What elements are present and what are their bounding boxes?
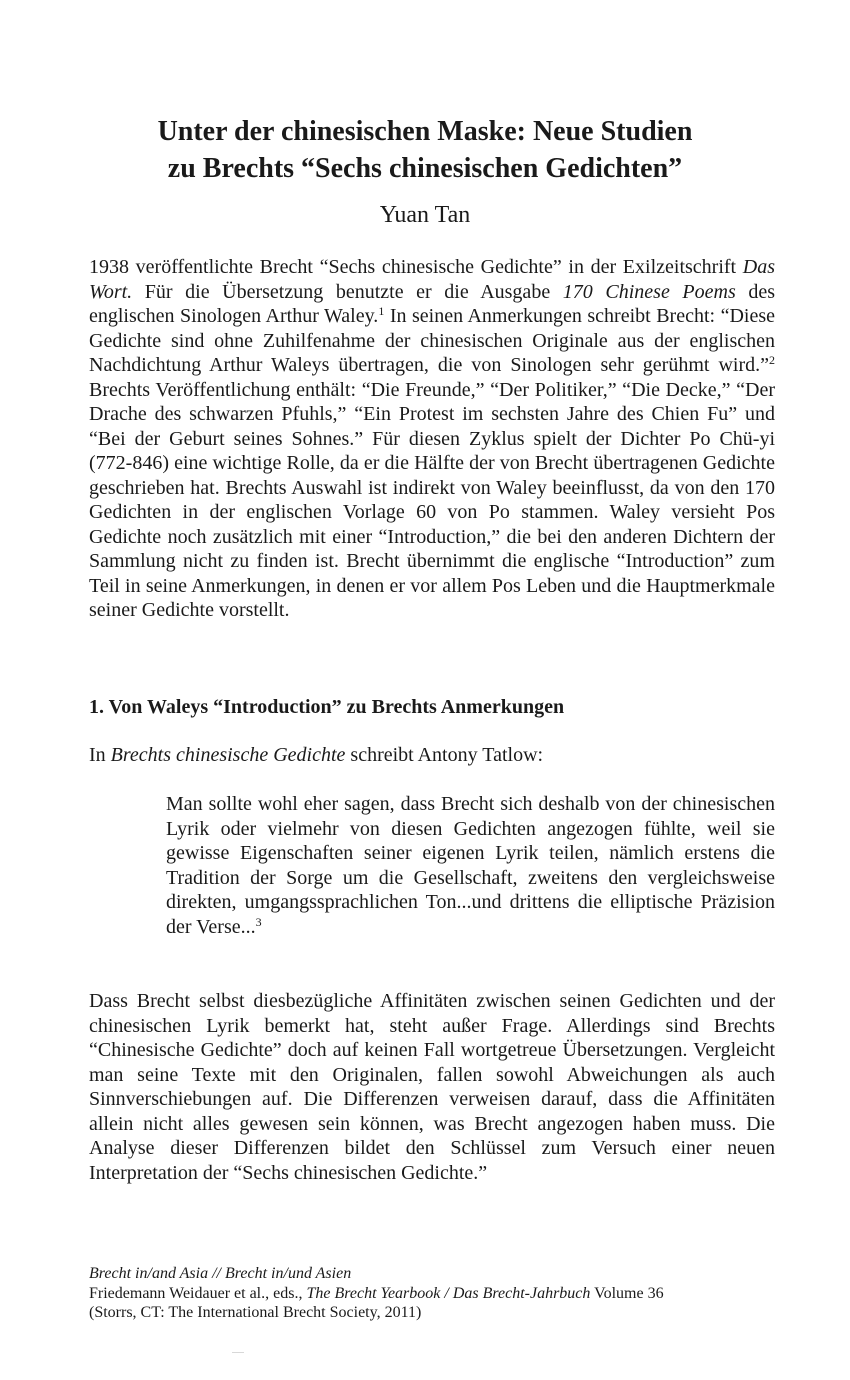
book-title: 170 Chinese Poems xyxy=(562,280,736,303)
citation-line-1 xyxy=(89,1264,779,1284)
paragraph-quote-intro xyxy=(89,743,775,768)
paragraph-intro-text-5: Brechts Veröffentlichung enthält: “Die Freunde,” “Der Politiker,” “Die Decke,” “Der Drache des schwarzen Pfuhls,” “Ein Protest im sechsten Jahre des Chien Fu” und “Bei der Geburt seines Sohnes.” Für diesen Zyklus spielt der Dichter Po Chü-yi (772-846) eine wichtige Rolle, da er die Hälfte der von Brecht übertragenen Gedichte geschrieben hat. Brechts Auswahl ist indirekt von Waley beeinflusst, da von den 170 Gedichten in der englischen Vorlage 60 von Po stammen. Waley versieht Pos Gedichte noch zusätzlich mit einer “Introduction,” die bei den anderen Dichtern der Sammlung nicht zu finden ist. Brecht übernimmt die englische “Introduction” zum Teil in seine Anmerkungen, in denen er vor allem Pos Leben und die Hauptmerkmale seiner Gedichte vorstellt. xyxy=(89,378,775,621)
section-heading: 1. Von Waleys “Introduction” zu Brechts Anmerkungen xyxy=(89,696,565,718)
paragraph-quote-intro-text-2: schreibt Antony Tatlow: xyxy=(345,744,544,766)
citation-line-2 xyxy=(89,1284,779,1304)
paragraph-intro-text-4: In seinen Anmerkungen schreibt Brecht: “Diese Gedichte sind ohne Zuhilfenahme der chinesischen Originale aus der englischen Nachdichtung Arthur Waleys übertragen, die von Sinologen sehr gerühmt wird.” xyxy=(89,305,775,376)
paragraph-intro-text-2: Für die Übersetzung benutzte er die Ausgabe xyxy=(132,280,563,303)
footnote-marker-2: 2 xyxy=(769,353,775,367)
article-title-line-2: zu Brechts “Sechs chinesischen Gedichten” xyxy=(167,153,683,184)
citation-editors: Friedemann Weidauer et al., eds., xyxy=(89,1284,307,1302)
paragraph-analysis: Dass Brecht selbst diesbezügliche Affinitäten zwischen seinen Gedichten und der chinesischen Lyrik bemerkt hat, steht außer Frage. Allerdings sind Brechts “Chinesische Gedichte” doch auf keinen Fall wortgetreue Übersetzungen. Vergleicht man seine Texte mit den Originalen, fallen sowohl Abweichungen als auch Sinnverschiebungen auf. Die Differenzen verweisen darauf, dass die Affinitäten allein nicht alles gewesen sein können, was Brecht angezogen haben muss. Die Analyse dieser Differenzen bildet den Schlüssel zum Versuch einer neuen Interpretation der “Sechs chinesischen Gedichte.” xyxy=(89,990,775,1184)
citation-footer xyxy=(89,1264,779,1323)
paragraph-intro-text-1: 1938 veröffentlichte Brecht “Sechs chinesische Gedichte” in der Exilzeitschrift xyxy=(89,256,743,278)
footnote-marker-1: 1 xyxy=(378,304,385,318)
block-quote xyxy=(166,792,775,939)
citation-yearbook-title: The Brecht Yearbook / Das Brecht-Jahrbuch xyxy=(306,1284,591,1302)
author-name: Yuan Tan xyxy=(379,202,471,228)
citation-volume-title: Brecht in/and Asia // Brecht in/und Asien xyxy=(89,1265,352,1282)
page-scan-mark xyxy=(232,1352,244,1353)
footnote-marker-3: 3 xyxy=(255,914,262,929)
citation-volume-number: Volume 36 xyxy=(590,1284,664,1302)
paragraph-quote-intro-text-1: In xyxy=(89,744,111,766)
journal-title: Das Wort. xyxy=(89,256,775,303)
block-quote-text: Man sollte wohl eher sagen, dass Brecht sich deshalb von der chinesischen Lyrik oder vielmehr von diesen Gedichten angezogen fühlte, weil sie gewisse Eigenschaften seiner eigenen Lyrik teilen, nämlich erstens die Tradition der Sorge um die Gesellschaft, zweitens den vergleichsweise direkten, umgangssprachlichen Ton...und drittens die elliptische Präzision der Verse... xyxy=(166,793,775,938)
paragraph-intro-text-3: des englischen Sinologen Arthur Waley. xyxy=(89,280,775,327)
citation-line-3: (Storrs, CT: The International Brecht Society, 2011) xyxy=(89,1304,422,1321)
article-title xyxy=(80,113,770,187)
paragraph-intro xyxy=(89,255,775,623)
article-title-line-1: Unter der chinesischen Maske: Neue Studien xyxy=(157,116,693,147)
cited-book-title: Brechts chinesische Gedichte xyxy=(110,744,346,766)
